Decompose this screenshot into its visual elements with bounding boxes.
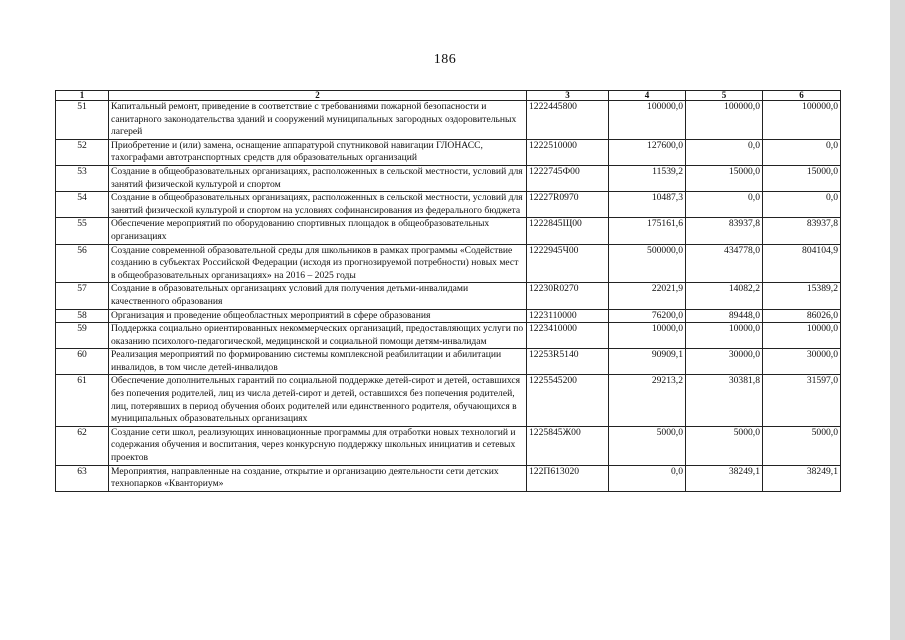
table-row — [56, 101, 841, 140]
row-description: Поддержка социально ориентированных некоммерческих организаций, предоставляющих услуги по оказанию психолого-педагогической, медицинской и социальной помощи детям-инвалидам — [109, 323, 527, 349]
row-number: 62 — [56, 426, 109, 465]
row-number: 52 — [56, 139, 109, 165]
row-description: Создание сети школ, реализующих инновационные программы для отработки новых технологий и содержания обучения и воспитания, через конкурсную поддержку школьных инициатив и сетевых проектов — [109, 426, 527, 465]
table-body — [56, 101, 841, 492]
row-value-col6: 5000,0 — [763, 426, 841, 465]
row-value-col4: 76200,0 — [609, 309, 686, 323]
header-col-2: 2 — [109, 91, 527, 101]
header-col-1: 1 — [56, 91, 109, 101]
row-value-col5: 434778,0 — [686, 244, 763, 283]
row-value-col6: 38249,1 — [763, 465, 841, 491]
table-row — [56, 375, 841, 426]
table-row — [56, 218, 841, 244]
page-edge-shadow — [890, 0, 905, 640]
header-col-4: 4 — [609, 91, 686, 101]
row-value-col5: 30000,0 — [686, 349, 763, 375]
row-value-col6: 30000,0 — [763, 349, 841, 375]
row-code: 12227R0970 — [527, 192, 609, 218]
row-number: 59 — [56, 323, 109, 349]
row-description: Приобретение и (или) замена, оснащение аппаратурой спутниковой навигации ГЛОНАСС, тахографами автотранспортных средств для образовательных организаций — [109, 139, 527, 165]
header-col-3: 3 — [527, 91, 609, 101]
row-value-col6: 804104,9 — [763, 244, 841, 283]
row-value-col5: 10000,0 — [686, 323, 763, 349]
row-number: 61 — [56, 375, 109, 426]
row-value-col4: 0,0 — [609, 465, 686, 491]
table-row — [56, 165, 841, 191]
row-value-col4: 10000,0 — [609, 323, 686, 349]
table-row — [56, 192, 841, 218]
row-number: 56 — [56, 244, 109, 283]
row-value-col6: 10000,0 — [763, 323, 841, 349]
row-value-col5: 15000,0 — [686, 165, 763, 191]
row-number: 54 — [56, 192, 109, 218]
row-description: Создание в общеобразовательных организациях, расположенных в сельской местности, условий для занятий физической культурой и спортом на условиях софинансирования из федерального бюджета — [109, 192, 527, 218]
table-row — [56, 139, 841, 165]
row-value-col6: 0,0 — [763, 192, 841, 218]
table-row — [56, 309, 841, 323]
table-row — [56, 244, 841, 283]
row-code: 1223110000 — [527, 309, 609, 323]
row-description: Обеспечение мероприятий по оборудованию спортивных площадок в общеобразовательных организациях — [109, 218, 527, 244]
row-number: 60 — [56, 349, 109, 375]
header-col-5: 5 — [686, 91, 763, 101]
row-value-col4: 22021,9 — [609, 283, 686, 309]
row-code: 1223410000 — [527, 323, 609, 349]
table-row — [56, 323, 841, 349]
header-col-6: 6 — [763, 91, 841, 101]
row-value-col4: 100000,0 — [609, 101, 686, 140]
row-code: 12253R5140 — [527, 349, 609, 375]
row-value-col6: 83937,8 — [763, 218, 841, 244]
row-value-col5: 38249,1 — [686, 465, 763, 491]
row-value-col4: 5000,0 — [609, 426, 686, 465]
row-number: 58 — [56, 309, 109, 323]
row-code: 12230R0270 — [527, 283, 609, 309]
row-code: 1222945Ч00 — [527, 244, 609, 283]
row-description: Создание в образовательных организациях условий для получения детьми-инвалидами качественного образования — [109, 283, 527, 309]
row-code: 1222445800 — [527, 101, 609, 140]
row-value-col6: 31597,0 — [763, 375, 841, 426]
row-description: Организация и проведение общеобластных мероприятий в сфере образования — [109, 309, 527, 323]
row-code: 1222745Ф00 — [527, 165, 609, 191]
row-value-col6: 15000,0 — [763, 165, 841, 191]
row-value-col4: 175161,6 — [609, 218, 686, 244]
table-row — [56, 426, 841, 465]
row-value-col4: 10487,3 — [609, 192, 686, 218]
row-description: Мероприятия, направленные на создание, открытие и организацию деятельности сети детских технопарков «Кванториум» — [109, 465, 527, 491]
row-value-col4: 127600,0 — [609, 139, 686, 165]
row-value-col4: 29213,2 — [609, 375, 686, 426]
row-value-col4: 11539,2 — [609, 165, 686, 191]
row-value-col5: 0,0 — [686, 139, 763, 165]
row-number: 53 — [56, 165, 109, 191]
row-code: 122П613020 — [527, 465, 609, 491]
row-description: Капитальный ремонт, приведение в соответствие с требованиями пожарной безопасности и санитарного законодательства зданий и сооружений муниципальных загородных оздоровительных лагерей — [109, 101, 527, 140]
table-row — [56, 465, 841, 491]
row-value-col6: 15389,2 — [763, 283, 841, 309]
row-description: Обеспечение дополнительных гарантий по социальной поддержке детей-сирот и детей, оставшихся без попечения родителей, лиц из числа детей-сирот и детей, оставшихся без попечения родителей, лиц, потерявших в период обучения обоих родителей или единственного родителя, обучающихся в муниципальных образовательных организациях — [109, 375, 527, 426]
row-value-col5: 100000,0 — [686, 101, 763, 140]
row-code: 1225545200 — [527, 375, 609, 426]
row-description: Создание в общеобразовательных организациях, расположенных в сельской местности, условий для занятий физической культурой и спортом — [109, 165, 527, 191]
row-value-col6: 0,0 — [763, 139, 841, 165]
page-number: 186 — [433, 52, 457, 67]
row-number: 55 — [56, 218, 109, 244]
row-value-col5: 0,0 — [686, 192, 763, 218]
header-row — [56, 91, 841, 101]
row-number: 63 — [56, 465, 109, 491]
table-row — [56, 349, 841, 375]
row-value-col4: 90909,1 — [609, 349, 686, 375]
row-code: 1222845Щ00 — [527, 218, 609, 244]
table-row — [56, 283, 841, 309]
row-code: 1225845Ж00 — [527, 426, 609, 465]
row-value-col5: 30381,8 — [686, 375, 763, 426]
row-code: 1222510000 — [527, 139, 609, 165]
row-value-col6: 86026,0 — [763, 309, 841, 323]
row-value-col5: 14082,2 — [686, 283, 763, 309]
row-value-col5: 5000,0 — [686, 426, 763, 465]
row-number: 51 — [56, 101, 109, 140]
row-number: 57 — [56, 283, 109, 309]
row-value-col5: 83937,8 — [686, 218, 763, 244]
row-description: Реализация мероприятий по формированию системы комплексной реабилитации и абилитации инвалидов, в том числе детей-инвалидов — [109, 349, 527, 375]
budget-table — [55, 90, 841, 492]
row-value-col6: 100000,0 — [763, 101, 841, 140]
row-description: Создание современной образовательной среды для школьников в рамках программы «Содействие созданию в субъектах Российской Федерации (исходя из прогнозируемой потребности) новых мест в общеобразовательных организациях» на 2016 – 2025 годы — [109, 244, 527, 283]
row-value-col4: 500000,0 — [609, 244, 686, 283]
row-value-col5: 89448,0 — [686, 309, 763, 323]
